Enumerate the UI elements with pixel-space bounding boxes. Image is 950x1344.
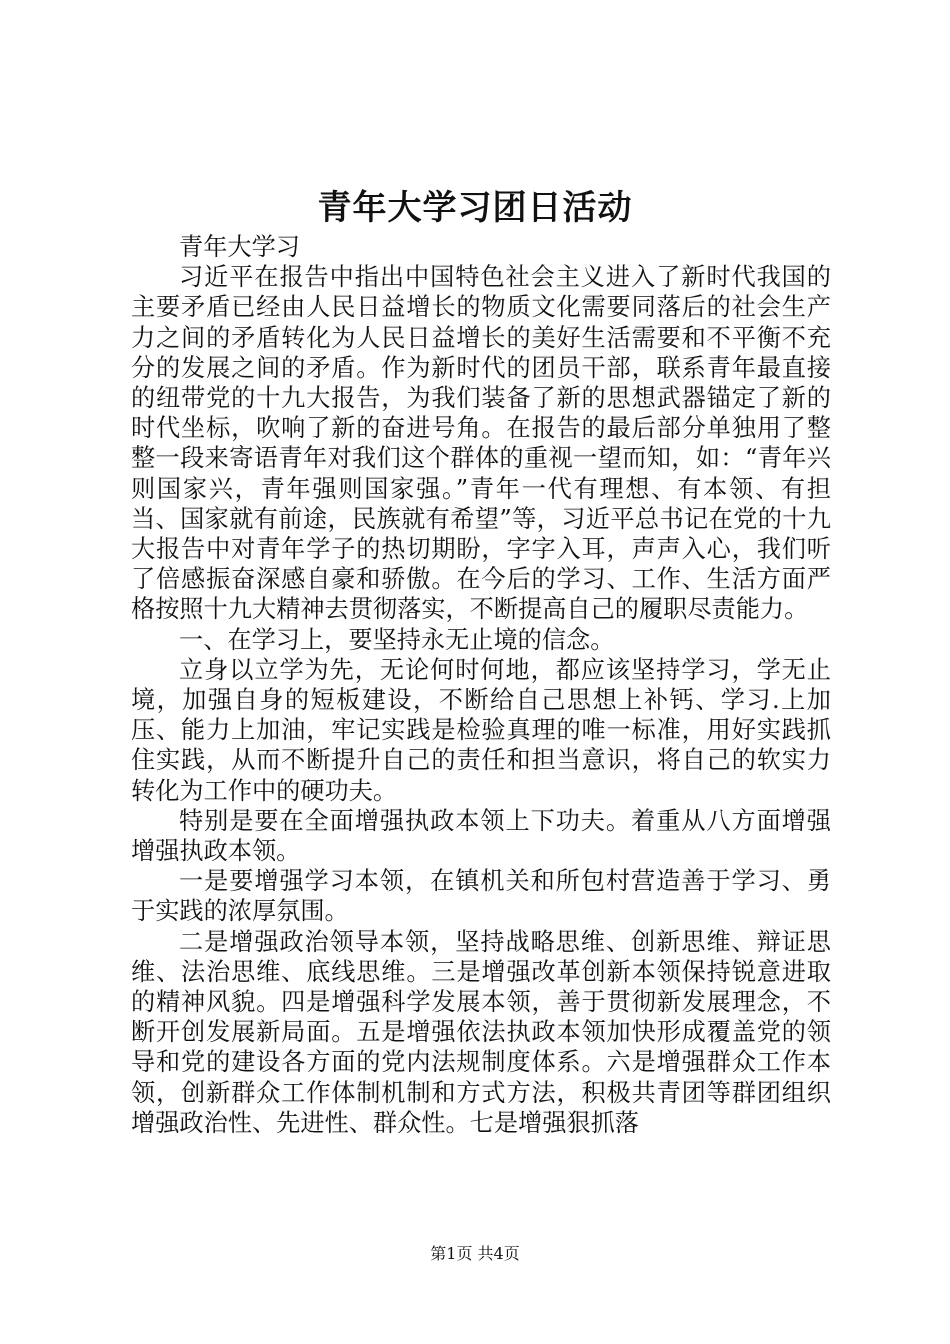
paragraph-subtitle: 青年大学习 — [179, 233, 300, 261]
paragraph-point-two: 二是增强政治领导本领，坚持战略思维、创新思维、辩证思维、法治思维、底线思维。三是增强改革创新本领保持锐意进取的精神风貌。四是增强科学发展本领，善于贯彻新发展理念，不断开创发展新局面。五是增强依法执政本领加快形成覆盖党的领导和党的建设各方面的党内法规制度体系。六是增强群众工作本领，创新群众工作体制机制和方式方法，积极共青团等群团组织增强政治性、先进性、群众性。七是增强狠抓落 — [131, 927, 831, 1137]
document-body — [131, 232, 831, 1138]
page-footer: 第1页 共4页 — [430, 1244, 520, 1263]
paragraph-heading-learning: 一、在学习上，要坚持永无止境的信念。 — [179, 625, 615, 654]
paragraph-governance: 特别是要在全面增强执政本领上下功夫。着重从八方面增强增强执政本领。 — [131, 806, 831, 866]
paragraph-point-one: 一是要增强学习本领，在镇机关和所包村营造善于学习、勇于实践的浓厚氛围。 — [131, 867, 831, 926]
paragraph-learning: 立身以立学为先，无论何时何地，都应该坚持学习，学无止境，加强自身的短板建设，不断给自己思想上补钙、学习.上加压、能力上加油，牢记实践是检验真理的唯一标准，用好实践抓住实践，从而不断提升自己的责任和担当意识，将自己的软实力转化为工作中的硬功夫。 — [131, 655, 831, 805]
paragraph-intro: 习近平在报告中指出中国特色社会主义进入了新时代我国的主要矛盾已经由人民日益增长的物质文化需要同落后的社会生产力之间的矛盾转化为人民日益增长的美好生活需要和不平衡不充分的发展之间的矛盾。作为新时代的团员干部，联系青年最直接的纽带党的十九大报告，为我们装备了新的思想武器锚定了新的时代坐标，吹响了新的奋进号角。在报告的最后部分单独用了整整一段来寄语青年对我们这个群体的重视一望而知，如：“青年兴则国家兴，青年强则国家强。”青年一代有理想、有本领、有担当、国家就有前途，民族就有希望”等，习近平总书记在党的十九大报告中对青年学子的热切期盼，字字入耳，声声入心，我们听了倍感振奋深感自豪和骄傲。在今后的学习、工作、生活方面严格按照十九大精神去贯彻落实，不断提高自己的履职尽责能力。 — [131, 263, 831, 624]
document-title: 青年大学习团日活动 — [317, 188, 633, 228]
